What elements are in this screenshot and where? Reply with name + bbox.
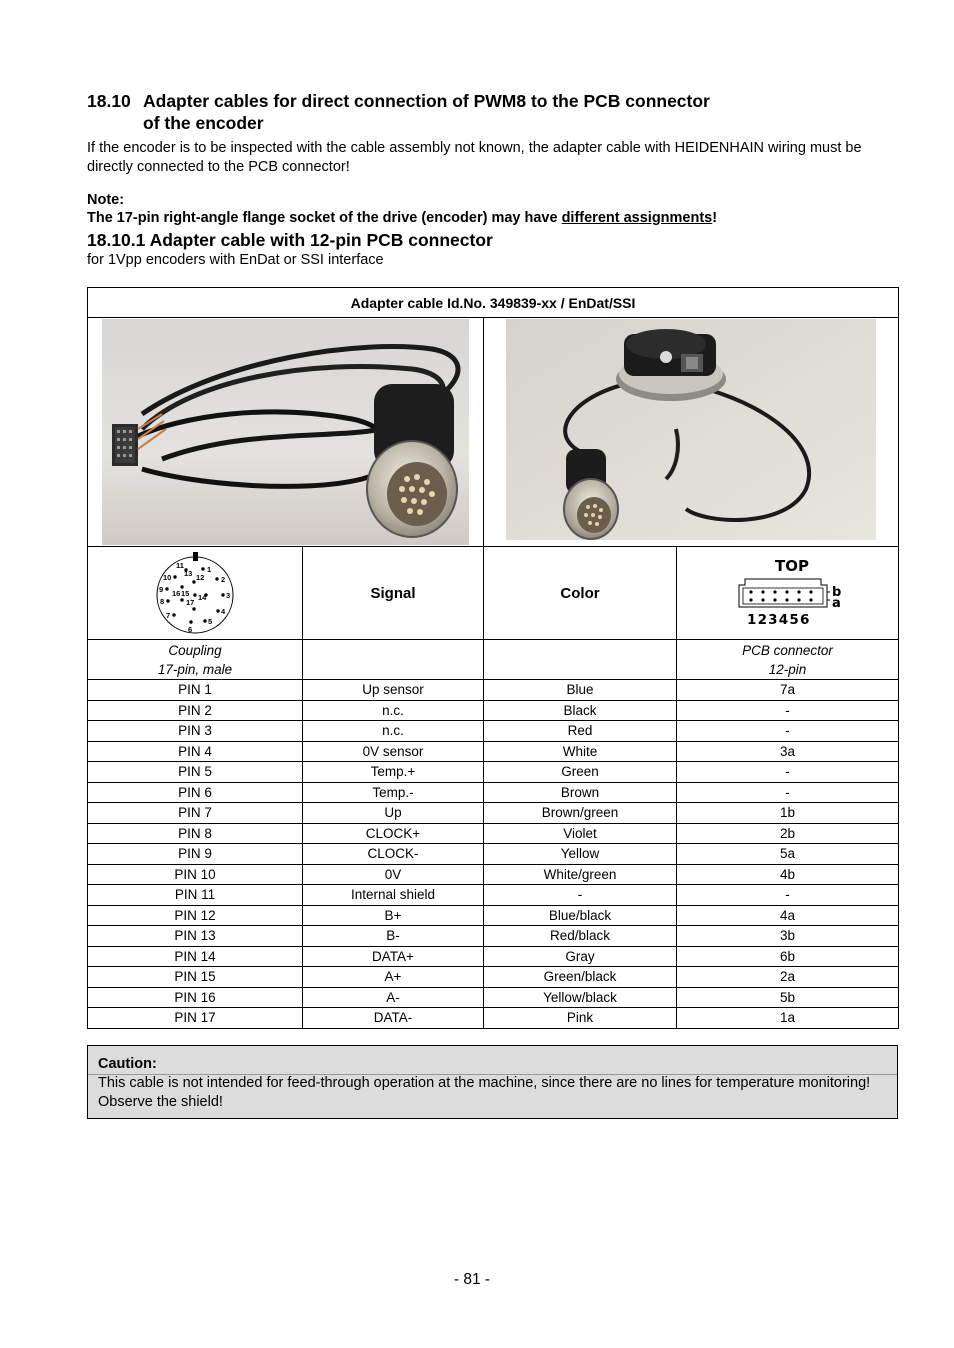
- pin-cell: PIN 12: [88, 905, 303, 926]
- table-row: [88, 803, 899, 824]
- pcb-diagram-cell: [677, 547, 899, 640]
- pin-cell: PIN 14: [88, 946, 303, 967]
- coupling-pin-label-4: 4: [221, 607, 226, 616]
- color-cell: Black: [484, 700, 677, 721]
- pcb-connector-label: PCB connector: [742, 642, 833, 658]
- table-row: [88, 721, 899, 742]
- caution-title: Caution:: [98, 1056, 157, 1072]
- color-cell: Gray: [484, 946, 677, 967]
- signal-cell: Up sensor: [303, 680, 484, 701]
- color-cell: Green: [484, 762, 677, 783]
- color-cell: Yellow/black: [484, 987, 677, 1008]
- table-row: [88, 823, 899, 844]
- coupling-pin-label-1: 1: [207, 565, 212, 574]
- coupling-pin-label-5: 5: [208, 617, 213, 626]
- table-row: [88, 905, 899, 926]
- color-cell: White/green: [484, 864, 677, 885]
- caution-text: This cable is not intended for feed-through operation at the machine, since there are no lines for temperature monitoring! Observe the shield!: [98, 1075, 871, 1110]
- table-row: [88, 967, 899, 988]
- section-title-line2: of the encoder: [143, 113, 264, 133]
- pcb-pin-cell: 3b: [677, 926, 899, 947]
- color-cell: White: [484, 741, 677, 762]
- coupling-pin-label-12: 12: [196, 573, 205, 582]
- signal-cell: DATA-: [303, 1008, 484, 1029]
- coupling-pin-label-2: 2: [221, 575, 226, 584]
- note-text-after: !: [712, 210, 718, 226]
- table-row: [88, 987, 899, 1008]
- pcb-column-numbers: 123456: [746, 612, 811, 628]
- pin-cell: PIN 4: [88, 741, 303, 762]
- section-title-line1: Adapter cables for direct connection of PWM8 to the PCB connector: [143, 91, 710, 111]
- coupling-pin-label-11: 11: [176, 561, 184, 570]
- signal-cell: Temp.+: [303, 762, 484, 783]
- pcb-top-label: TOP: [774, 557, 809, 575]
- color-cell: Pink: [484, 1008, 677, 1029]
- color-cell: Red/black: [484, 926, 677, 947]
- coupling-pin-label-10: 10: [163, 573, 172, 582]
- section-number: 18.10: [87, 91, 131, 111]
- pin-cell: PIN 16: [88, 987, 303, 1008]
- note-text-underlined: different assignments: [561, 210, 713, 226]
- pin-cell: PIN 2: [88, 700, 303, 721]
- coupling-pin-label-9: 9: [159, 585, 164, 594]
- signal-cell: Temp.-: [303, 782, 484, 803]
- signal-cell: CLOCK+: [303, 823, 484, 844]
- color-cell: Green/black: [484, 967, 677, 988]
- pin-cell: PIN 1: [88, 680, 303, 701]
- color-cell: Brown: [484, 782, 677, 803]
- pcb-pin-cell: -: [677, 700, 899, 721]
- signal-cell: n.c.: [303, 721, 484, 742]
- color-cell: -: [484, 885, 677, 906]
- pcb-pin-cell: -: [677, 885, 899, 906]
- pin-cell: PIN 6: [88, 782, 303, 803]
- table-row: [88, 680, 899, 701]
- pcb-pin-count: 12-pin: [768, 661, 807, 677]
- signal-cell: Internal shield: [303, 885, 484, 906]
- color-cell: Brown/green: [484, 803, 677, 824]
- pin-cell: PIN 10: [88, 864, 303, 885]
- signal-cell: 0V sensor: [303, 741, 484, 762]
- coupling-pin-label-3: 3: [226, 591, 231, 600]
- pin-cell: PIN 17: [88, 1008, 303, 1029]
- pin-cell: PIN 9: [88, 844, 303, 865]
- pcb-pin-cell: 4a: [677, 905, 899, 926]
- note-label: Note:: [87, 192, 125, 208]
- coupling-pin-label-6: 6: [188, 625, 193, 634]
- signal-cell: DATA+: [303, 946, 484, 967]
- signal-cell: Up: [303, 803, 484, 824]
- color-cell: Yellow: [484, 844, 677, 865]
- coupling-pin-label-17: 17: [186, 598, 195, 607]
- table-row: [88, 782, 899, 803]
- signal-cell: CLOCK-: [303, 844, 484, 865]
- adapter-cable-photo: [102, 319, 469, 545]
- pin-assignment-table: [87, 287, 899, 1029]
- pin-cell: PIN 7: [88, 803, 303, 824]
- signal-cell: A-: [303, 987, 484, 1008]
- page-number: - 81 -: [453, 1271, 491, 1288]
- coupling-pin-label-16: 16: [172, 589, 181, 598]
- color-cell: Red: [484, 721, 677, 742]
- signal-cell: B+: [303, 905, 484, 926]
- photo-cell-cable: [88, 318, 484, 547]
- table-row: [88, 762, 899, 783]
- coupling-pin-count: 17-pin, male: [157, 661, 233, 677]
- pcb-pin-cell: 2b: [677, 823, 899, 844]
- table-row: [88, 864, 899, 885]
- color-cell: Violet: [484, 823, 677, 844]
- signal-cell: B-: [303, 926, 484, 947]
- pcb-pin-cell: 3a: [677, 741, 899, 762]
- coupling-diagram-cell: [88, 547, 303, 640]
- table-row: [88, 844, 899, 865]
- pin-cell: PIN 3: [88, 721, 303, 742]
- pcb-pin-cell: 2a: [677, 967, 899, 988]
- pcb-row-label-b: b: [831, 585, 841, 600]
- signal-cell: n.c.: [303, 700, 484, 721]
- table-row: [88, 741, 899, 762]
- section-heading: [87, 90, 710, 134]
- pin-cell: PIN 5: [88, 762, 303, 783]
- signal-cell: 0V: [303, 864, 484, 885]
- coupling-17-pin-diagram: [148, 549, 242, 637]
- header-color: Color: [484, 547, 677, 640]
- empty-cell: [303, 640, 484, 680]
- pcb-pin-cell: 6b: [677, 946, 899, 967]
- coupling-pin-label-7: 7: [166, 611, 171, 620]
- caution-box: [87, 1045, 898, 1119]
- color-cell: Blue/black: [484, 905, 677, 926]
- header-signal: Signal: [303, 547, 484, 640]
- pcb-12-pin-diagram: [733, 555, 843, 631]
- subsection-subtitle: for 1Vpp encoders with EnDat or SSI interface: [87, 252, 384, 268]
- empty-cell: [484, 640, 677, 680]
- coupling-pin-label-13: 13: [184, 569, 193, 578]
- pcb-row-label-a: a: [831, 596, 841, 611]
- table-row: [88, 700, 899, 721]
- note-text-before: The 17-pin right-angle flange socket of the drive (encoder) may have: [87, 210, 562, 226]
- pcb-pin-cell: 1b: [677, 803, 899, 824]
- coupling-label: Coupling: [168, 642, 222, 658]
- pcb-pin-cell: 4b: [677, 864, 899, 885]
- pcb-label-cell: [677, 640, 899, 680]
- table-row: [88, 946, 899, 967]
- pin-cell: PIN 15: [88, 967, 303, 988]
- intro-paragraph: If the encoder is to be inspected with the cable assembly not known, the adapter cable with HEIDENHAIN wiring must be directly connected to the PCB connector!: [87, 140, 862, 175]
- coupling-pin-label-15: 15: [181, 589, 190, 598]
- table-row: [88, 926, 899, 947]
- table-row: [88, 1008, 899, 1029]
- pcb-pin-cell: -: [677, 782, 899, 803]
- pin-rows: [88, 680, 899, 1029]
- table-caption: Adapter cable Id.No. 349839-xx / EnDat/SSI: [88, 288, 899, 318]
- pcb-pin-cell: 1a: [677, 1008, 899, 1029]
- coupling-label-cell: [88, 640, 303, 680]
- pcb-pin-cell: 7a: [677, 680, 899, 701]
- table-row: [88, 885, 899, 906]
- encoder-with-cable-photo: [506, 319, 876, 540]
- pin-cell: PIN 13: [88, 926, 303, 947]
- photo-cell-encoder: [484, 318, 899, 547]
- coupling-pin-label-14: 14: [198, 593, 207, 602]
- pin-cell: PIN 11: [88, 885, 303, 906]
- signal-cell: A+: [303, 967, 484, 988]
- pcb-pin-cell: 5a: [677, 844, 899, 865]
- coupling-pin-label-8: 8: [160, 597, 165, 606]
- note-text: [87, 209, 717, 227]
- color-cell: Blue: [484, 680, 677, 701]
- pcb-pin-cell: 5b: [677, 987, 899, 1008]
- pcb-pin-cell: -: [677, 762, 899, 783]
- subsection-title: 18.10.1 Adapter cable with 12-pin PCB connector: [87, 230, 493, 250]
- pin-cell: PIN 8: [88, 823, 303, 844]
- pcb-pin-cell: -: [677, 721, 899, 742]
